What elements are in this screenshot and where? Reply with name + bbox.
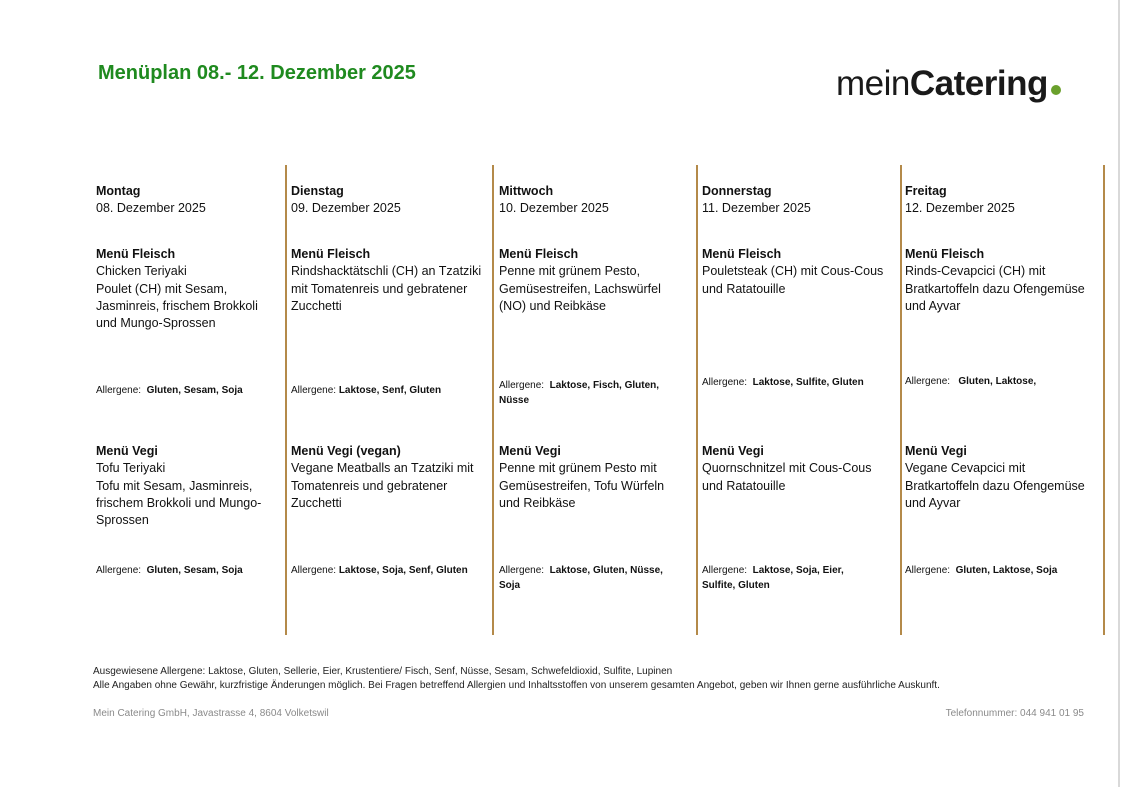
allergens-vegi xyxy=(499,563,663,593)
allergen-values: Laktose, Gluten, Nüsse, xyxy=(549,565,663,576)
day-date: 08. Dezember 2025 xyxy=(96,201,206,215)
menu-line: Tofu mit Sesam, Jasminreis, xyxy=(96,478,253,493)
disclaimer-note: Alle Angaben ohne Gewähr, kurzfristige Änderungen möglich. Bei Fragen betreffend Allergien und Inhaltsstoffen von unserem gesamten Angebot, geben wir Ihnen gerne ausführliche Auskunft. xyxy=(93,680,940,691)
allergen-note: Ausgewiesene Allergene: Laktose, Gluten, Sellerie, Eier, Krustentiere/ Fisch, Senf, Nüsse, Sesam, Schwefeldioxid, Sulfite, Lupinen xyxy=(93,666,673,677)
allergens-meat xyxy=(905,374,1036,389)
allergen-values: Gluten, Sesam, Soja xyxy=(146,385,243,396)
menu-line: Penne mit grünem Pesto, xyxy=(499,264,641,279)
menu-line: Quornschnitzel mit Cous-Cous xyxy=(702,461,872,476)
allergens-meat xyxy=(96,383,243,398)
menu-line: Rinds-Cevapcici (CH) mit xyxy=(905,264,1046,279)
allergen-label: Allergene: xyxy=(291,385,337,396)
menu-line: und Ratatouille xyxy=(702,281,786,296)
page-title: Menüplan 08.- 12. Dezember 2025 xyxy=(98,62,416,84)
brand-logo xyxy=(836,64,1061,104)
day-column-friday xyxy=(905,165,1101,635)
menu-line: Penne mit grünem Pesto mit xyxy=(499,461,657,476)
menu-line: Chicken Teriyaki xyxy=(96,264,187,279)
menu-meat xyxy=(499,246,661,315)
menu-title: Menü Vegi xyxy=(905,444,967,458)
menu-line: und Ayvar xyxy=(905,495,961,510)
logo-dot-icon xyxy=(1051,85,1061,95)
logo-text-light: mein xyxy=(836,64,910,103)
menu-title: Menü Vegi xyxy=(499,444,561,458)
allergens-vegi xyxy=(291,563,468,578)
menu-vegi xyxy=(499,443,664,512)
menu-line: und Ayvar xyxy=(905,298,961,313)
menu-title: Menü Fleisch xyxy=(905,247,985,261)
allergen-values-cont: Soja xyxy=(499,580,521,591)
menu-title: Menü Fleisch xyxy=(702,247,782,261)
logo-text-bold: Catering xyxy=(909,64,1048,103)
allergen-label: Allergene: xyxy=(905,376,951,387)
column-divider xyxy=(696,165,698,635)
menu-line: Vegane Meatballs an Tzatziki mit xyxy=(291,461,474,476)
allergens-vegi xyxy=(96,563,243,578)
menu-meat xyxy=(96,246,258,332)
column-divider xyxy=(285,165,287,635)
menu-title: Menü Vegi xyxy=(96,444,158,458)
column-divider xyxy=(492,165,494,635)
allergens-vegi xyxy=(702,563,844,593)
day-header xyxy=(96,183,206,217)
allergen-label: Allergene: xyxy=(905,565,951,576)
day-header xyxy=(702,183,811,217)
allergen-values: Laktose, Soja, Senf, Gluten xyxy=(338,565,468,576)
menu-line: Jasminreis, frischem Brokkoli xyxy=(96,298,258,313)
menu-line: Bratkartoffeln dazu Ofengemüse xyxy=(905,281,1085,296)
allergen-label: Allergene: xyxy=(96,385,142,396)
day-date: 09. Dezember 2025 xyxy=(291,201,401,215)
day-date: 11. Dezember 2025 xyxy=(702,201,811,215)
menu-title: Menü Fleisch xyxy=(96,247,176,261)
footer-phone: Telefonnummer: 044 941 01 95 xyxy=(945,708,1084,719)
column-divider xyxy=(1103,165,1105,635)
day-header xyxy=(905,183,1015,217)
day-header xyxy=(291,183,401,217)
day-column-tuesday xyxy=(291,165,489,635)
menu-meat xyxy=(291,246,481,315)
menu-line: Rindshacktätschli (CH) an Tzatziki xyxy=(291,264,482,279)
menu-line: Tomatenreis und gebratener xyxy=(291,478,448,493)
day-name: Donnerstag xyxy=(702,184,772,198)
menu-line: Bratkartoffeln dazu Ofengemüse xyxy=(905,478,1085,493)
allergen-values: Laktose, Senf, Gluten xyxy=(338,385,442,396)
menu-line: und Ratatouille xyxy=(702,478,786,493)
allergen-label: Allergene: xyxy=(291,565,337,576)
day-header xyxy=(499,183,609,217)
allergen-label: Allergene: xyxy=(702,565,748,576)
menu-title: Menü Vegi xyxy=(702,444,764,458)
menu-line: Poulet (CH) mit Sesam, xyxy=(96,281,228,296)
menu-line: mit Tomatenreis und gebratener xyxy=(291,281,468,296)
day-name: Dienstag xyxy=(291,184,344,198)
menu-line: Tofu Teriyaki xyxy=(96,461,166,476)
menu-vegi xyxy=(702,443,872,495)
page-edge xyxy=(1118,0,1120,787)
allergen-values-cont: Sulfite, Gluten xyxy=(702,580,770,591)
menu-line: Zucchetti xyxy=(291,495,342,510)
allergen-label: Allergene: xyxy=(702,377,748,388)
menu-line: und Mungo-Sprossen xyxy=(96,316,216,331)
menu-vegi xyxy=(291,443,474,512)
menu-title: Menü Fleisch xyxy=(499,247,579,261)
allergen-values: Gluten, Sesam, Soja xyxy=(146,565,243,576)
menu-line: Gemüsestreifen, Tofu Würfeln xyxy=(499,478,665,493)
day-column-thursday xyxy=(702,165,897,635)
menu-vegi xyxy=(96,443,261,529)
column-divider xyxy=(900,165,902,635)
day-column-monday xyxy=(96,165,282,635)
menu-title: Menü Fleisch xyxy=(291,247,371,261)
menu-line: Gemüsestreifen, Lachswürfel xyxy=(499,281,661,296)
day-date: 12. Dezember 2025 xyxy=(905,201,1015,215)
day-name: Montag xyxy=(96,184,141,198)
allergen-values: Gluten, Laktose, Soja xyxy=(955,565,1058,576)
menu-vegi xyxy=(905,443,1085,512)
allergen-values-cont: Nüsse xyxy=(499,395,530,406)
allergen-values: Gluten, Laktose, xyxy=(958,376,1037,387)
allergen-values: Laktose, Sulfite, Gluten xyxy=(752,377,864,388)
menu-line: Vegane Cevapcici mit xyxy=(905,461,1026,476)
allergens-meat xyxy=(499,378,659,408)
allergens-meat xyxy=(291,383,441,398)
footer-address: Mein Catering GmbH, Javastrasse 4, 8604 Volketswil xyxy=(93,708,329,719)
menu-line: Sprossen xyxy=(96,513,149,528)
day-column-wednesday xyxy=(499,165,693,635)
menu-line: (NO) und Reibkäse xyxy=(499,298,606,313)
menu-line: Pouletsteak (CH) mit Cous-Cous xyxy=(702,264,884,279)
menu-title: Menü Vegi (vegan) xyxy=(291,444,401,458)
menu-meat xyxy=(702,246,883,298)
allergen-label: Allergene: xyxy=(96,565,142,576)
menu-line: frischem Brokkoli und Mungo- xyxy=(96,495,262,510)
allergens-meat xyxy=(702,375,864,390)
allergen-values: Laktose, Soja, Eier, xyxy=(752,565,844,576)
allergen-values: Laktose, Fisch, Gluten, xyxy=(549,380,660,391)
day-name: Freitag xyxy=(905,184,947,198)
allergen-label: Allergene: xyxy=(499,565,545,576)
day-date: 10. Dezember 2025 xyxy=(499,201,609,215)
menu-meat xyxy=(905,246,1085,315)
menu-line: Zucchetti xyxy=(291,298,342,313)
day-name: Mittwoch xyxy=(499,184,554,198)
menu-line: und Reibkäse xyxy=(499,495,576,510)
allergens-vegi xyxy=(905,563,1057,578)
allergen-label: Allergene: xyxy=(499,380,545,391)
